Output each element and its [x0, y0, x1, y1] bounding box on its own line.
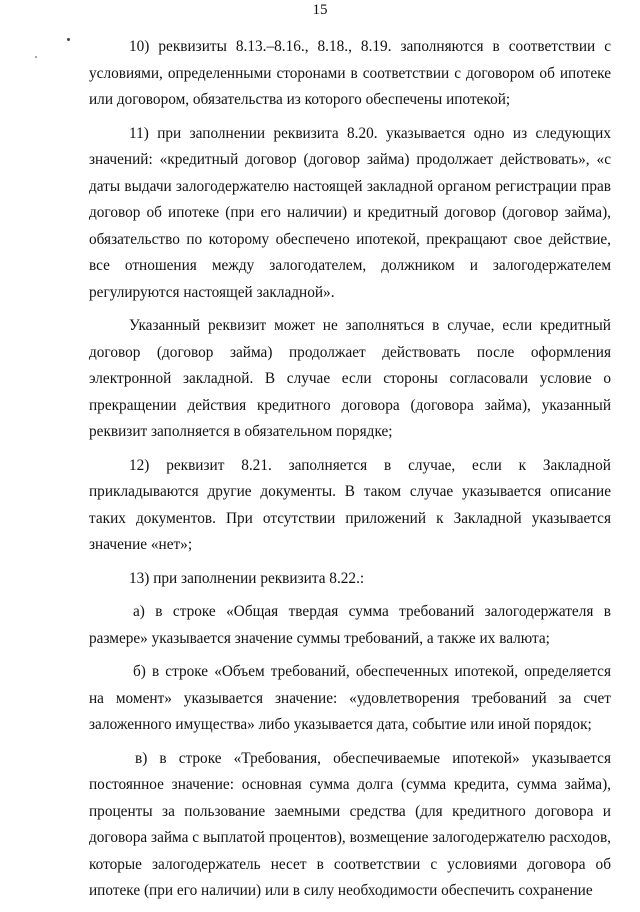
document-body [89, 34, 611, 912]
paragraph-item-10: 10) реквизиты 8.13.–8.16., 8.18., 8.19. заполняются в соответствии с условиями, определенными сторонами в соответствии с договором об ипотеке или договором, обязательства из которого обеспечены ипотекой; [89, 38, 611, 108]
paragraph-item-12: 12) реквизит 8.21. заполняется в случае, если к Закладной прикладываются другие документы. В таком случае указывается описание таких документов. При отсутствии приложений к Закладной указывается значение «нет»; [89, 456, 611, 553]
paragraph-subitem-v: в) в строке «Требования, обеспечиваемые ипотекой» указывается постоянное значение: основная сумма долга (сумма кредита, сумма займа), проценты за пользование заемными средства (для кредитного договора и договора займа с выплатой процентов), возмещение залогодержателю расходов, которые залогодержатель несет в соответствии с условиями договора об ипотеке (при его наличии) или в силу необходимости обеспечить сохранение [89, 749, 611, 899]
paragraph-subitem-b: б) в строке «Объем требований, обеспеченных ипотекой, определяется на момент» указывается значение: «удовлетворения требований за счет заложенного имущества» либо указывается дата, событие или иной порядок; [89, 663, 611, 733]
paragraph-subitem-a: а) в строке «Общая твердая сумма требований залогодержателя в размере» указывается значение суммы требований, а также их валюта; [89, 603, 611, 647]
scan-speck [67, 38, 70, 41]
scan-speck [35, 56, 37, 58]
paragraph-item-13: 13) при заполнении реквизита 8.22.: [129, 569, 365, 587]
page-number: 15 [312, 2, 328, 18]
paragraph-item-11-note: Указанный реквизит может не заполняться в случае, если кредитный договор (договор займа) продолжает действовать после оформления электронной закладной. В случае если стороны согласовали условие о прекращении действия кредитного договора (договора займа), указанный реквизит заполняется в обязательном порядке; [89, 317, 611, 440]
paragraph-item-11: 11) при заполнении реквизита 8.20. указывается одно из следующих значений: «кредитный договор (договор займа) продолжает действовать», «с даты выдачи залогодержателю настоящей закладной органом регистрации прав договор об ипотеке (при его наличии) и кредитный договор (договор займа), обязательство по которому обеспечено ипотекой, прекращают свое действие, все отношения между залогодателем, должником и залогодержателем регулируются настоящей закладной». [89, 124, 611, 301]
